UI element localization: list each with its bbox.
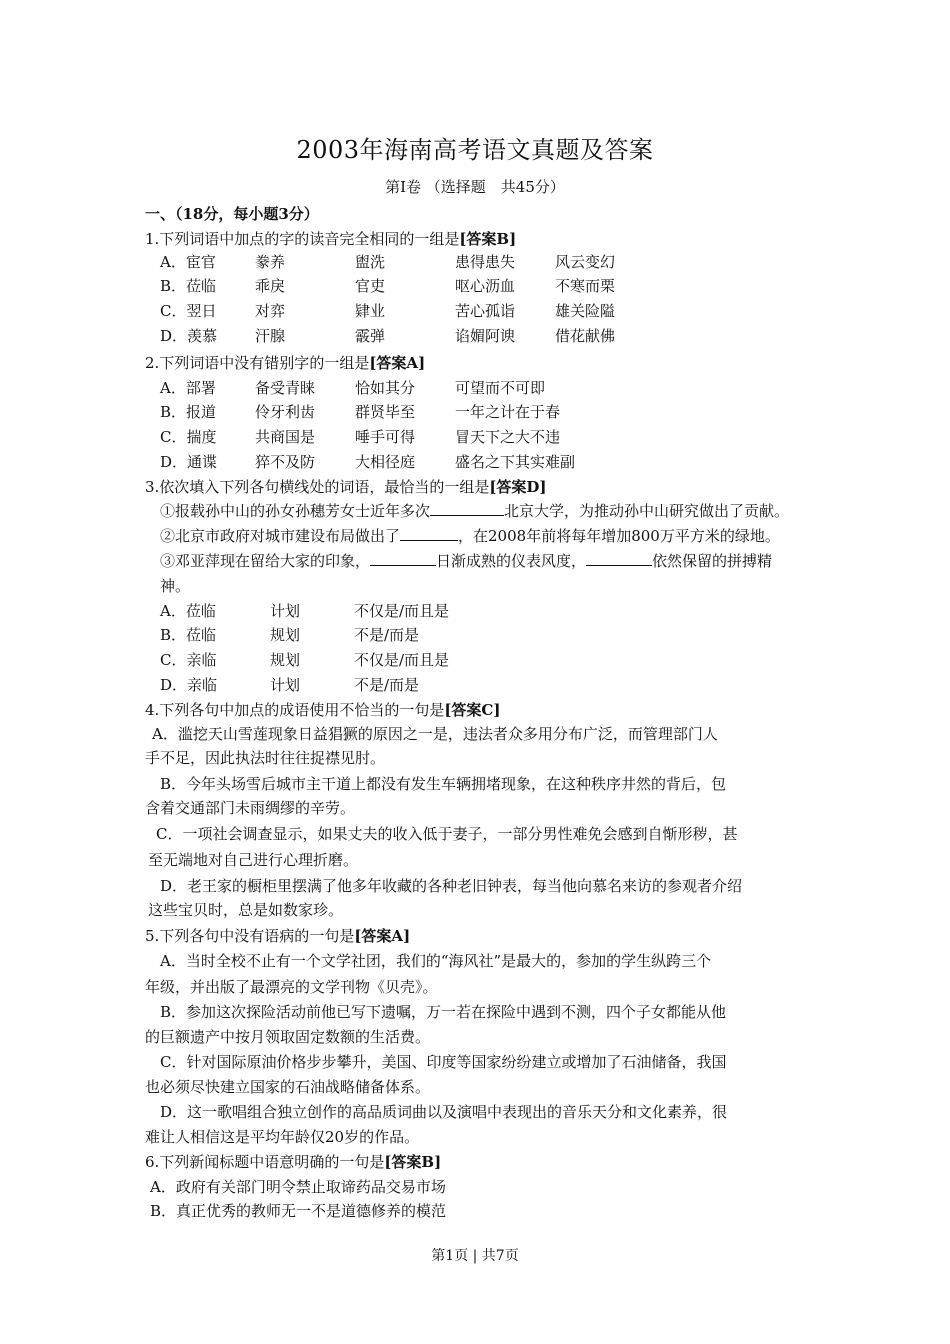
question-5-option-d-line1: D．这一歌唱组合独立创作的高品质词曲以及演唱中表现出的音乐天分和文化素养，很	[160, 1103, 728, 1121]
question-5-option-a-line1: A．当时全校不止有一个文学社团，我们的“海风社”是最大的，参加的学生纵跨三个	[160, 952, 712, 970]
question-1-option-d: D．羡慕 汗腺 霰弹 谄媚阿谀 借花献佛	[160, 327, 616, 345]
question-2-option-c: C．揣度 共商国是 唾手可得 冒天下之大不违	[160, 428, 561, 446]
question-4-option-c-line1: C．一项社会调查显示，如果丈夫的收入低于妻子，一部分男性难免会感到自惭形秽，甚	[156, 825, 738, 843]
page-title: 2003年海南高考语文真题及答案	[296, 136, 654, 164]
question-3-sentence-1: ①报载孙中山的孙女孙穗芳女士近年多次 北京大学，为推动孙中山研究做出了贡献。	[160, 502, 790, 520]
answer-badge: [答案A]	[369, 354, 426, 372]
question-1-option-b: B．莅临 乖戾 官吏 呕心沥血 不寒而栗	[160, 277, 616, 295]
blank-line	[586, 551, 652, 566]
paper-subtitle: 第Ⅰ卷 （选择题 共45分）	[385, 178, 565, 196]
question-5-stem: 5.下列各句中没有语病的一句是[答案A]	[145, 927, 411, 945]
answer-badge: [答案D]	[489, 478, 547, 496]
question-3-sentence-3: ③邓亚萍现在留给大家的印象， 日渐成熟的仪表风度， 依然保留的拼搏精	[160, 552, 773, 570]
question-3-option-b: B．莅临 规划 不是/而是	[160, 626, 420, 644]
question-3-sentence-3-cont: 神。	[160, 577, 191, 595]
question-5-option-c-line2: 也必须尽快建立国家的石油战略储备体系。	[145, 1078, 431, 1096]
question-2-option-b: B．报道 伶牙利齿 群贤毕至 一年之计在于春	[160, 403, 561, 421]
question-1-option-c: C．翌日 对弈 肄业 苦心孤诣 雄关险隘	[160, 302, 616, 320]
question-2-option-d: D．通谍 猝不及防 大相径庭 盛名之下其实难副	[160, 453, 576, 471]
question-6-option-b: B．真正优秀的教师无一不是道德修养的模范	[150, 1202, 447, 1220]
question-1-stem: 1.下列词语中加点的字的读音完全相同的一组是[答案B]	[145, 230, 517, 248]
question-6-stem: 6.下列新闻标题中语意明确的一句是[答案B]	[145, 1153, 442, 1171]
blank-line	[430, 501, 504, 516]
answer-badge: [答案A]	[354, 927, 411, 945]
question-4-option-c-line2: 至无端地对自己进行心理折磨。	[148, 851, 359, 869]
question-4-option-d-line2: 这些宝贝时，总是如数家珍。	[148, 901, 344, 919]
question-6-option-a: A．政府有关部门明令禁止取谛药品交易市场	[150, 1178, 446, 1196]
question-4-option-b-line1: B．今年头场雪后城市主干道上都没有发生车辆拥堵现象，在这种秩序井然的背后，包	[160, 775, 727, 793]
question-3-option-a: A．莅临 计划 不仅是/而且是	[160, 602, 450, 620]
question-4-option-b-line2: 含着交通部门未雨绸缪的辛劳。	[145, 799, 356, 817]
question-3-stem: 3.依次填入下列各句横线处的词语，最恰当的一组是[答案D]	[145, 478, 547, 496]
question-5-option-c-line1: C．针对国际原油价格步步攀升，美国、印度等国家纷纷建立或增加了石油储备，我国	[160, 1053, 727, 1071]
question-4-stem: 4.下列各句中加点的成语使用不恰当的一句是[答案C]	[145, 701, 501, 719]
answer-badge: [答案C]	[444, 701, 501, 719]
question-4-option-a-line2: 手不足，因此执法时往往捉襟见肘。	[145, 749, 386, 767]
answer-badge: [答案B]	[459, 230, 517, 248]
section-heading: 一、（18分，每小题3分）	[145, 205, 319, 223]
blank-line	[370, 551, 436, 566]
question-3-option-c: C．亲临 规划 不仅是/而且是	[160, 651, 450, 669]
question-2-option-a: A．部署 备受青睐 恰如其分 可望而不可即	[160, 379, 546, 397]
question-5-option-a-line2: 年级，并出版了最漂亮的文学刊物《贝壳》。	[145, 978, 438, 996]
question-4-option-a-line1: A．滥挖天山雪莲现象日益猖獗的原因之一是，违法者众多用分布广泛，而管理部门人	[152, 725, 718, 743]
blank-line	[400, 526, 458, 541]
page-footer: 第1页 | 共7页	[431, 1248, 519, 1264]
question-5-option-b-line2: 的巨额遗产中按月领取固定数额的生活费。	[145, 1028, 431, 1046]
question-2-stem: 2.下列词语中没有错别字的一组是[答案A]	[145, 354, 426, 372]
question-1-option-a: A．宦官 豢养 盥洗 患得患失 风云变幻	[160, 253, 616, 271]
question-5-option-d-line2: 难让人相信这是平均年龄仅20岁的作品。	[145, 1128, 420, 1146]
question-5-option-b-line1: B．参加这次探险活动前他已写下遗嘱，万一若在探险中遇到不测，四个子女都能从他	[160, 1003, 727, 1021]
question-3-sentence-2: ②北京市政府对城市建设布局做出了 ，在2008年前将每年增加800万平方米的绿地。	[160, 527, 780, 545]
question-4-option-d-line1: D．老王家的橱柜里摆满了他多年收藏的各种老旧钟表，每当他向慕名来访的参观者介绍	[160, 877, 743, 895]
question-3-option-d: D．亲临 计划 不是/而是	[160, 676, 420, 694]
answer-badge: [答案B]	[384, 1153, 442, 1171]
